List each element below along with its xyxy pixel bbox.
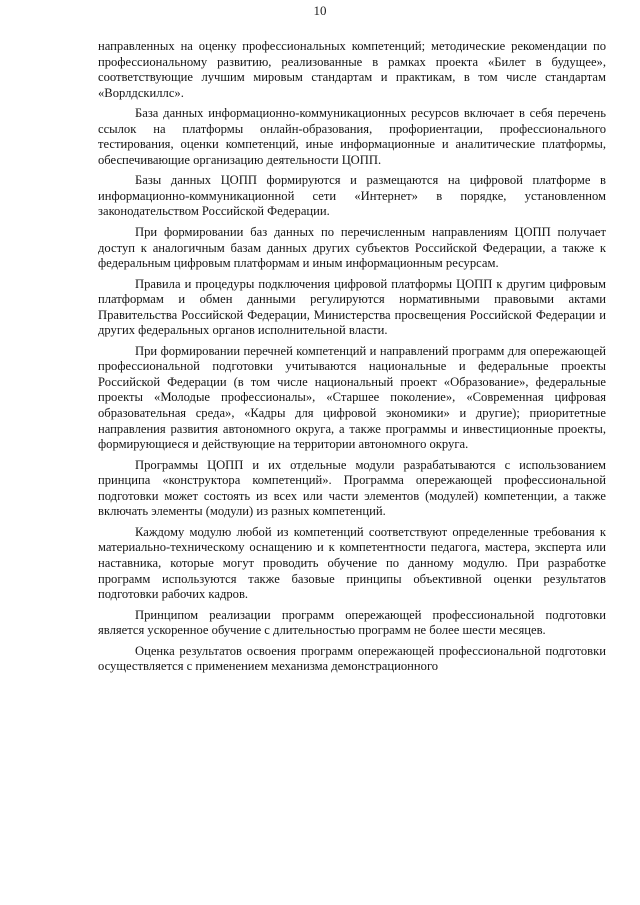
paragraph: Правила и процедуры подключения цифровой платформы ЦОПП к другим цифровым платформам и обмен данными регулируются нормативными правовыми актами Правительства Российской Федерации, Министерства просвещения Российской Федерации и других федеральных органов исполнительной власти. — [98, 276, 606, 338]
paragraph: направленных на оценку профессиональных компетенций; методические рекомендации по профессиональному развитию, реализованные в рамках проекта «Билет в будущее», соответствующие лучшим мировым стандартам и практикам, в том числе стандартам «Ворлдскиллс». — [98, 39, 606, 100]
page-number: 10 — [313, 3, 327, 18]
paragraph: При формировании баз данных по перечисленным направлениям ЦОПП получает доступ к аналогичным базам данных других субъектов Российской Федерации, а также к федеральным цифровым платформам и иным информационным ресурсам. — [98, 225, 606, 271]
paragraph: Базы данных ЦОПП формируются и размещаются на цифровой платформе в информационно-коммуникационной сети «Интернет» в порядке, установленном законодательством Российской Федерации. — [98, 173, 606, 219]
paragraph: Оценка результатов освоения программ опережающей профессиональной подготовки осуществляется с применением механизма демонстрационного — [98, 643, 606, 674]
document-body — [98, 39, 606, 680]
paragraph: Принципом реализации программ опережающей профессиональной подготовки является ускоренное обучение с длительностью программ не более шести месяцев. — [98, 607, 606, 638]
paragraph: Каждому модулю любой из компетенций соответствуют определенные требования к материально-техническому оснащению и к компетентности педагога, мастера, эксперта или наставника, которые могут проводить обучение по данному модулю. При разработке программ используются также базовые принципы объективной оценки результатов подготовки рабочих кадров. — [98, 524, 606, 602]
paragraph: При формировании перечней компетенций и направлений программ для опережающей профессиональной подготовки учитываются национальные и федеральные проекты Российской Федерации (в том числе национальный проект «Образование», федеральные проекты «Молодые профессионалы», «Старшее поколение», «Современная цифровая образовательная среда», «Кадры для цифровой экономики» и другие); приоритетные направления развития автономного округа, а также программы и инвестиционные проекты, формирующиеся и действующие на территории автономного округа. — [98, 343, 606, 452]
paragraph: Программы ЦОПП и их отдельные модули разрабатываются с использованием принципа «конструктора компетенций». Программа опережающей профессиональной подготовки может состоять из всех или части элементов (модулей) компетенции, а также включать элементы (модули) из разных компетенций. — [98, 457, 606, 519]
paragraph: База данных информационно-коммуникационных ресурсов включает в себя перечень ссылок на платформы онлайн-образования, профориентации, профессионального тестирования, оценки компетенций, иные информационные и аналитические платформы, обеспечивающие организацию деятельности ЦОПП. — [98, 106, 606, 167]
